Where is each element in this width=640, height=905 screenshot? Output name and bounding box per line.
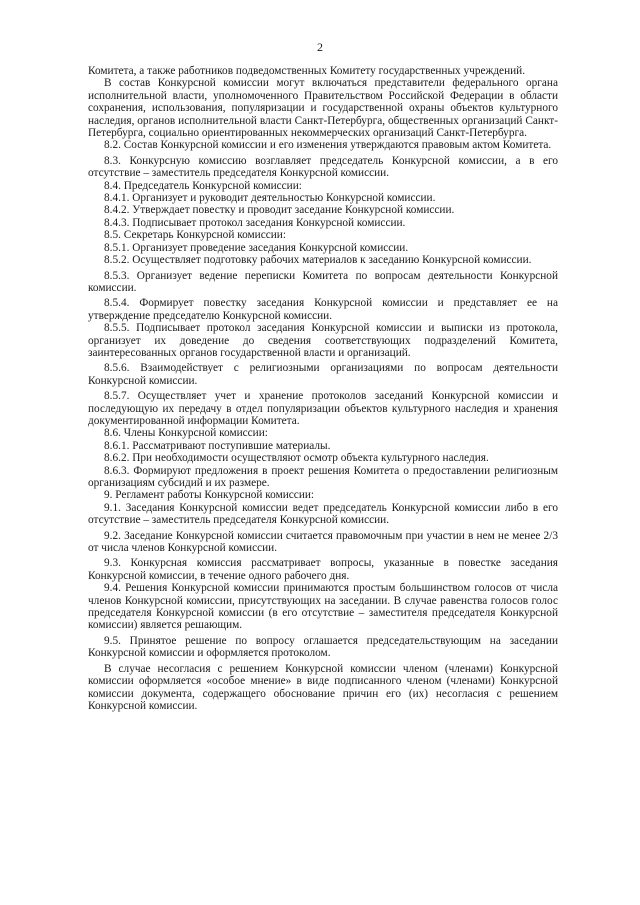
paragraph: 8.4.2. Утверждает повестку и проводит заседание Конкурсной комиссии. xyxy=(104,204,455,217)
paragraph: 9.3. Конкурсная комиссия рассматривает вопросы, указанные в повестке заседания Конкурсной комиссии, в течение одного рабочего дня. xyxy=(88,557,558,582)
paragraph: 8.5.1. Организует проведение заседания Конкурсной комиссии. xyxy=(104,241,409,254)
paragraph: 8.5.7. Осуществляет учет и хранение протоколов заседаний Конкурсной комиссии и последующую их передачу в отдел популяризации объектов культурного наследия и хранения документированной информации Комитета. xyxy=(88,390,558,427)
paragraph: 9.5. Принятое решение по вопросу оглашается председательствующим на заседании Конкурсной комиссии и оформляется протоколом. xyxy=(88,634,558,660)
paragraph: 8.5.2. Осуществляет подготовку рабочих материалов к заседанию Конкурсной комиссии. xyxy=(104,254,532,267)
paragraph: 8.6.1. Рассматривают поступившие материалы. xyxy=(104,439,331,452)
paragraph: 9.2. Заседание Конкурсной комиссии считается правомочным при участии в нем не менее 2/3 от числа членов Конкурсной комиссии. xyxy=(88,529,558,555)
page-number: 2 xyxy=(317,40,323,54)
paragraph: 8.4.1. Организует и руководит деятельностью Конкурсной комиссии. xyxy=(104,192,436,205)
paragraph: 8.6. Члены Конкурсной комиссии: xyxy=(104,427,268,440)
paragraph: Комитета, а также работников подведомственных Комитету государственных учреждений. xyxy=(88,65,526,77)
paragraph: 8.5.3. Организует ведение переписки Комитета по вопросам деятельности Конкурсной комиссии. xyxy=(88,269,558,294)
paragraph: 8.4. Председатель Конкурсной комиссии: xyxy=(104,179,302,192)
paragraph: В состав Конкурсной комиссии могут включаться представители федерального органа исполнительной власти, уполномоченного Правительством Российской Федерации в области сохранения, использования, популяризации и государственной охраны объектов культурного наследия, органов исполнительной власти Санкт-Петербурга, общественных организаций Санкт-Петербурга, социально ориентированных некоммерческих организаций Санкт-Петербурга. xyxy=(88,77,558,140)
paragraph: 9. Регламент работы Конкурсной комиссии: xyxy=(104,489,315,502)
paragraph: 8.5.4. Формирует повестку заседания Конкурсной комиссии и представляет ее на утверждение председателю Конкурсной комиссии. xyxy=(88,297,558,322)
paragraph: 9.4. Решения Конкурсной комиссии принимаются простым большинством голосов от числа членов Конкурсной комиссии, присутствующих на заседании. В случае равенства голосов голос председателя Конкурсной комиссии (в его отсутствие – заместителя председателя Конкурсной комиссии) является решающим. xyxy=(88,582,558,632)
paragraph: 9.1. Заседания Конкурсной комиссии ведет председатель Конкурсной комиссии либо в его отсутствие – заместитель председателя Конкурсной комиссии. xyxy=(88,501,558,527)
paragraph: 8.3. Конкурсную комиссию возглавляет председатель Конкурсной комиссии, а в его отсутствие – заместитель председателя Конкурсной комиссии. xyxy=(88,154,558,180)
paragraph: 8.6.3. Формируют предложения в проект решения Комитета о предоставлении религиозным организациям субсидий и их размере. xyxy=(88,464,558,489)
paragraph: 8.6.2. При необходимости осуществляют осмотр объекта культурного наследия. xyxy=(104,452,489,465)
paragraph: 8.5.5. Подписывает протокол заседания Конкурсной комиссии и выписки из протокола, организует их доведение до сведения соответствующих подразделений Комитета, заинтересованных органов государственной власти и организаций. xyxy=(88,322,558,359)
paragraph: 8.4.3. Подписывает протокол заседания Конкурсной комиссии. xyxy=(104,216,406,229)
paragraph: В случае несогласия с решением Конкурсной комиссии членом (членами) Конкурсной комиссии оформляется «особое мнение» в виде подписанного членом (членами) Конкурсной комиссии документа, содержащего обоснование причин его (их) несогласия с решением Конкурсной комиссии. xyxy=(88,662,558,712)
paragraph: 8.5. Секретарь Конкурсной комиссии: xyxy=(104,229,286,242)
paragraph: 8.2. Состав Конкурсной комиссии и его изменения утверждаются правовым актом Комитета. xyxy=(104,139,552,152)
document-body xyxy=(88,65,558,712)
paragraph: 8.5.6. Взаимодействует с религиозными организациями по вопросам деятельности Конкурсной комиссии. xyxy=(88,362,558,387)
